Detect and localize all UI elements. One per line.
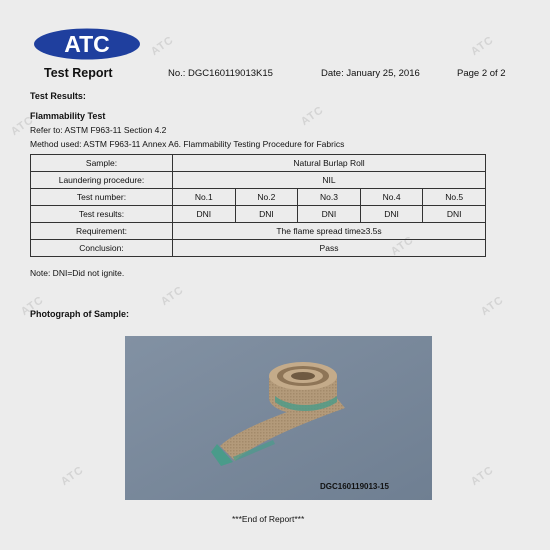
results-table — [30, 154, 486, 257]
table-row — [31, 223, 486, 240]
table-row — [31, 172, 486, 189]
test-number-cell: No.4 — [360, 189, 423, 206]
test-result-cell: DNI — [423, 206, 486, 223]
conclusion-value: Pass — [173, 240, 486, 257]
test-result-cell: DNI — [298, 206, 361, 223]
section-title: Flammability Test — [30, 111, 106, 121]
sample-photo — [125, 336, 432, 500]
table-row — [31, 189, 486, 206]
laundering-value: NIL — [173, 172, 486, 189]
test-result-cell: DNI — [235, 206, 298, 223]
photo-caption: DGC160119013-15 — [320, 482, 389, 491]
table-row — [31, 240, 486, 257]
test-results-label: Test results: — [31, 206, 173, 223]
watermark: ATC — [158, 283, 186, 309]
test-number-label: Test number: — [31, 189, 173, 206]
watermark: ATC — [468, 33, 496, 59]
end-of-report: ***End of Report*** — [232, 514, 305, 524]
sample-label: Sample: — [31, 155, 173, 172]
laundering-label: Laundering procedure: — [31, 172, 173, 189]
table-row — [31, 206, 486, 223]
photo-heading: Photograph of Sample: — [30, 309, 129, 319]
test-result-cell: DNI — [173, 206, 236, 223]
watermark: ATC — [18, 293, 46, 319]
report-date: Date: January 25, 2016 — [321, 68, 420, 79]
table-row — [31, 155, 486, 172]
test-results-heading: Test Results: — [30, 91, 86, 101]
test-number-cell: No.5 — [423, 189, 486, 206]
conclusion-label: Conclusion: — [31, 240, 173, 257]
atc-logo — [33, 28, 141, 60]
requirement-label: Requirement: — [31, 223, 173, 240]
report-number: No.: DGC160119013K15 — [168, 68, 273, 79]
watermark: ATC — [468, 463, 496, 489]
watermark: ATC — [8, 113, 36, 139]
watermark: ATC — [58, 463, 86, 489]
test-number-cell: No.3 — [298, 189, 361, 206]
page-number: Page 2 of 2 — [457, 68, 506, 79]
report-title: Test Report — [44, 66, 113, 80]
test-number-cell: No.2 — [235, 189, 298, 206]
logo-text: ATC — [64, 31, 110, 57]
watermark: ATC — [298, 103, 326, 129]
test-number-cell: No.1 — [173, 189, 236, 206]
note-text: Note: DNI=Did not ignite. — [30, 268, 125, 278]
method-text: Method used: ASTM F963-11 Annex A6. Flammability Testing Procedure for Fabrics — [30, 139, 345, 149]
watermark: ATC — [388, 233, 416, 259]
test-result-cell: DNI — [360, 206, 423, 223]
refer-to-text: Refer to: ASTM F963-11 Section 4.2 — [30, 125, 167, 135]
watermark: ATC — [478, 293, 506, 319]
watermark: ATC — [148, 33, 176, 59]
sample-value: Natural Burlap Roll — [173, 155, 486, 172]
requirement-value: The flame spread time≥3.5s — [173, 223, 486, 240]
